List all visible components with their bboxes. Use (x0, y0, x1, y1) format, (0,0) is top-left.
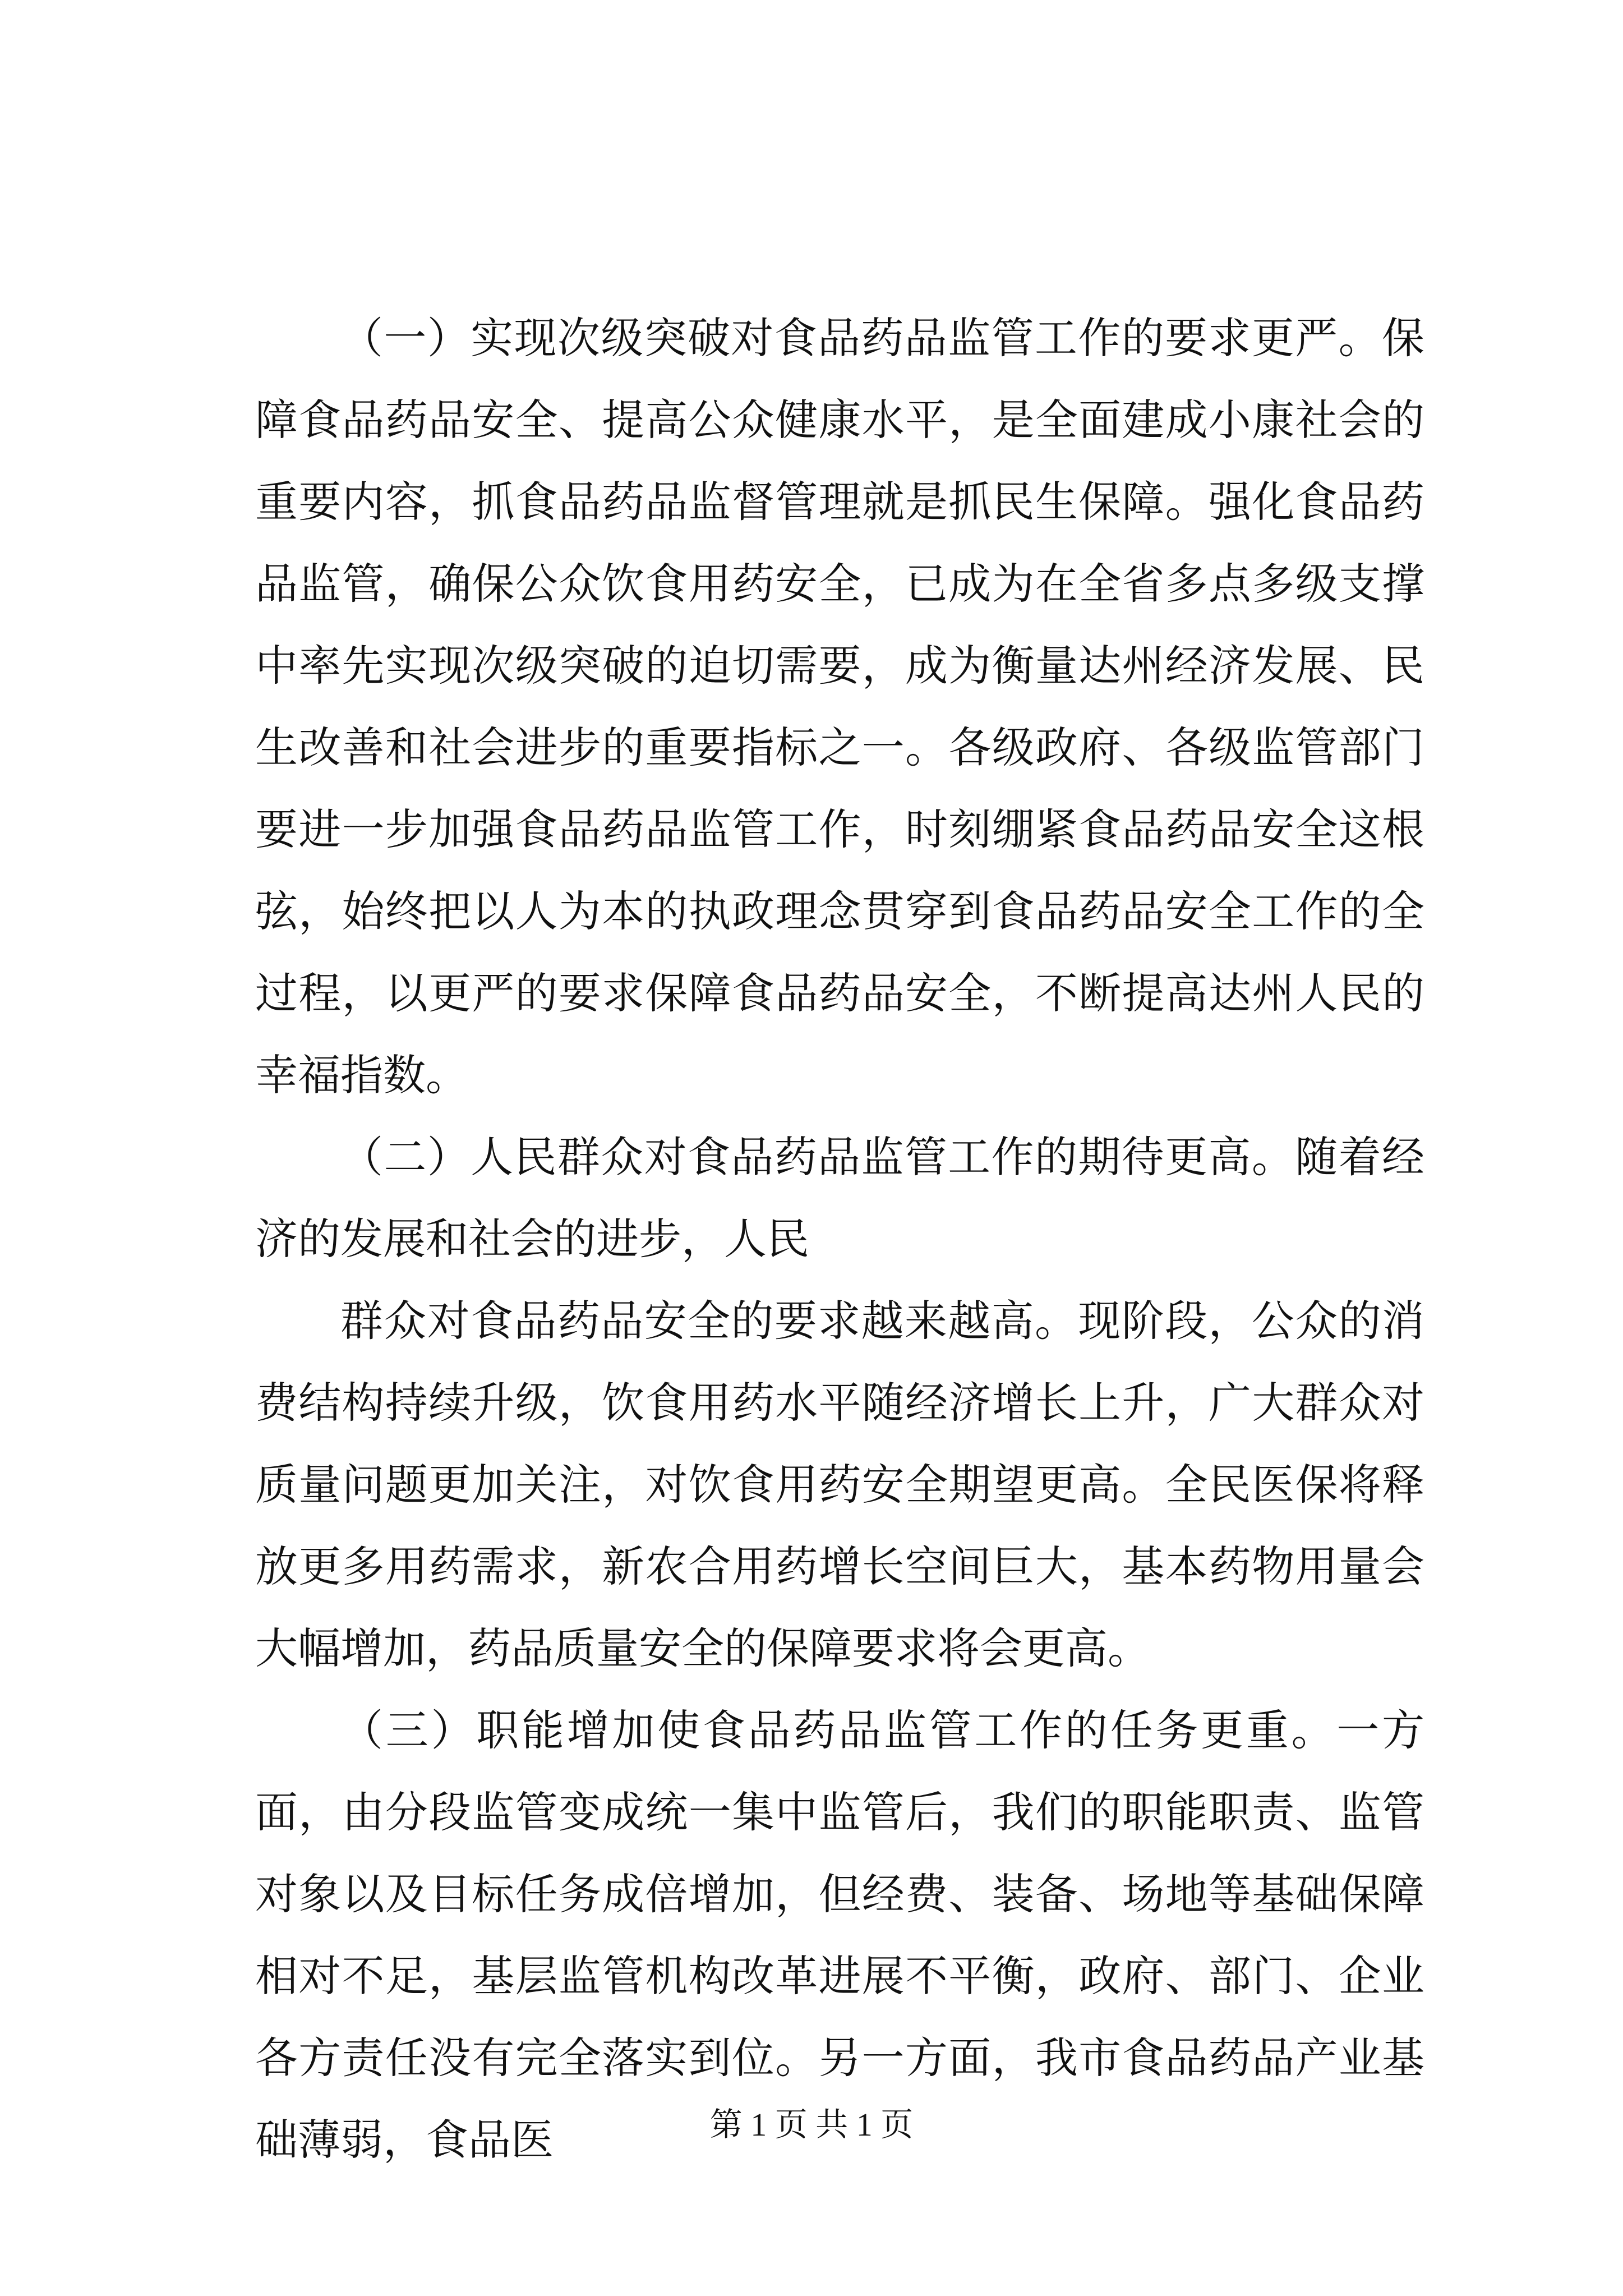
page-number-footer: 第 1 页 共 1 页 (709, 2106, 914, 2143)
document-body (255, 297, 1424, 2181)
paragraph-3: 群众对食品药品安全的要求越来越高。现阶段，公众的消费结构持续升级，饮食用药水平随经济增长上升，广大群众对质量问题更加关注，对饮食用药安全期望更高。全民医保将释放更多用药需求，新农合用药增长空间巨大，基本药物用量会大幅增加，药品质量安全的保障要求将会更高。 (255, 1296, 1424, 1673)
paragraph-4: （三）职能增加使食品药品监管工作的任务更重。一方面，由分段监管变成统一集中监管后，我们的职能职责、监管对象以及目标任务成倍增加，但经费、装备、场地等基础保障相对不足，基层监管机构改革进展不平衡，政府、部门、企业各方责任没有完全落实到位。另一方面，我市食品药品产业基础薄弱，食品医 (255, 1705, 1424, 2165)
paragraph-2: （二）人民群众对食品药品监管工作的期待更高。随着经济的发展和社会的进步，人民 (255, 1132, 1424, 1264)
paragraph-1: （一）实现次级突破对食品药品监管工作的要求更严。保障食品药品安全、提高公众健康水平，是全面建成小康社会的重要内容，抓食品药品监督管理就是抓民生保障。强化食品药品监管，确保公众饮食用药安全，已成为在全省多点多级支撑中率先实现次级突破的迫切需要，成为衡量达州经济发展、民生改善和社会进步的重要指标之一。各级政府、各级监管部门要进一步加强食品药品监管工作，时刻绷紧食品药品安全这根弦，始终把以人为本的执政理念贯穿到食品药品安全工作的全过程，以更严的要求保障食品药品安全，不断提高达州人民的幸福指数。 (255, 313, 1424, 1100)
